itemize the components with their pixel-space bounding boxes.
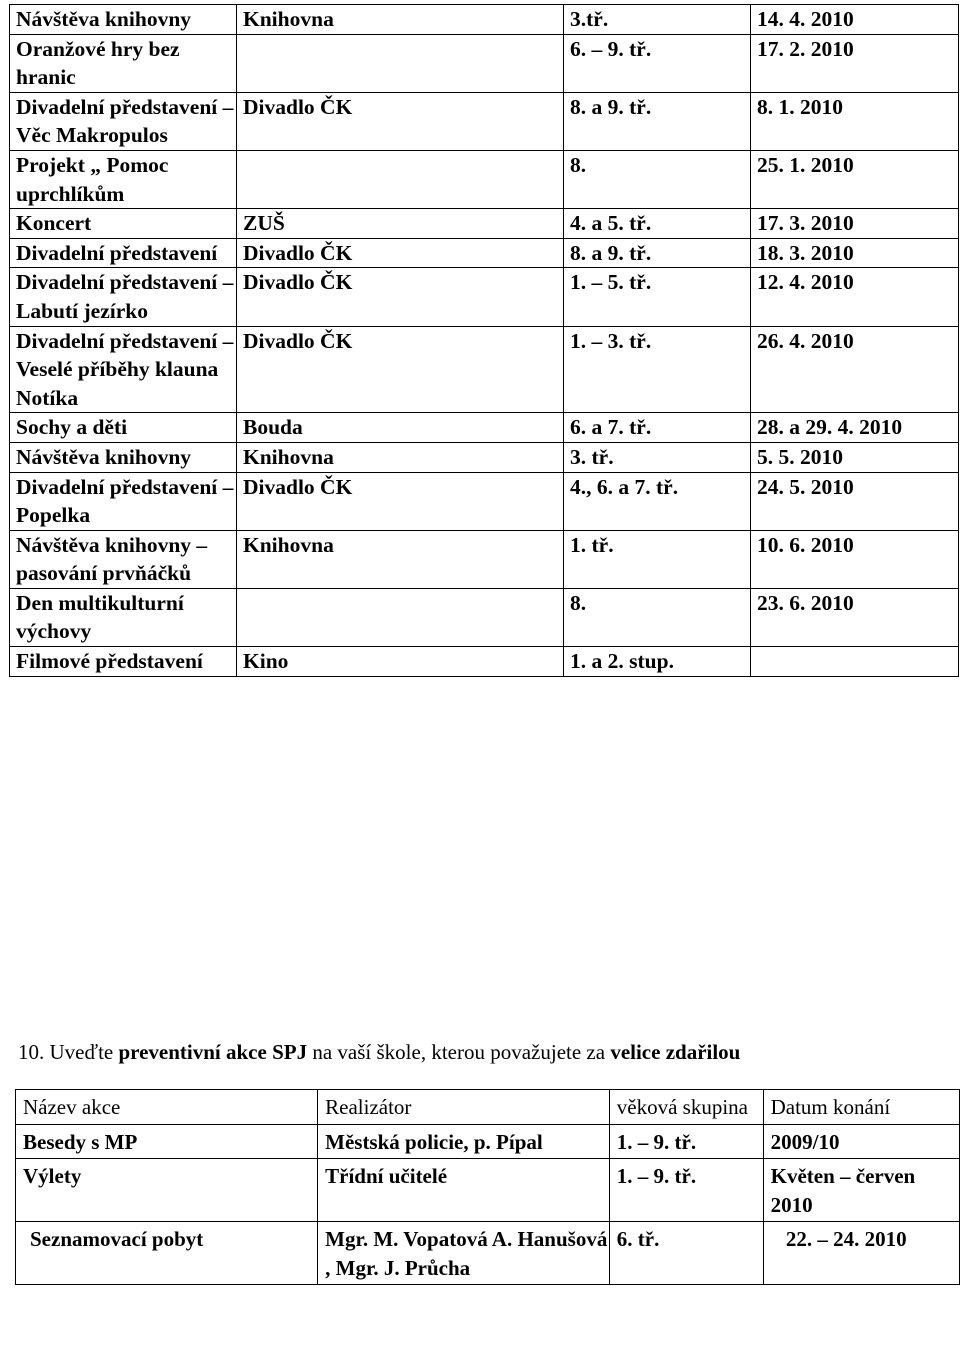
table-row [10, 238, 959, 268]
event-date: 14. 4. 2010 [751, 5, 959, 35]
event-place: Divadlo ČK [237, 268, 564, 326]
event-date: 17. 3. 2010 [751, 209, 959, 239]
event-name: Den multikulturní výchovy [10, 588, 237, 646]
heading-number: 10. [18, 1040, 45, 1064]
event-grade: 8. [564, 588, 751, 646]
table-row [10, 588, 959, 646]
event-date: 25. 1. 2010 [751, 150, 959, 208]
table-header-row [16, 1090, 960, 1125]
event-grade: 8. [564, 150, 751, 208]
event-date: 17. 2. 2010 [751, 34, 959, 92]
table-row [10, 209, 959, 239]
heading-text-1: Uveďte [49, 1040, 114, 1064]
event-place: Divadlo ČK [237, 238, 564, 268]
event-place: Knihovna [237, 530, 564, 588]
event-name: Divadelní představení – Popelka [10, 472, 237, 530]
event-name: Divadelní představení – Veselé příběhy klauna Notíka [10, 326, 237, 413]
action-age-group: 1. – 9. tř. [609, 1159, 763, 1222]
event-grade: 6. – 9. tř. [564, 34, 751, 92]
event-date: 18. 3. 2010 [751, 238, 959, 268]
event-date [751, 647, 959, 677]
table-row [16, 1124, 960, 1159]
event-date: 23. 6. 2010 [751, 588, 959, 646]
event-grade: 8. a 9. tř. [564, 238, 751, 268]
column-header: věková skupina [609, 1090, 763, 1125]
event-place: Knihovna [237, 442, 564, 472]
column-header: Název akce [16, 1090, 318, 1125]
event-grade: 1. a 2. stup. [564, 647, 751, 677]
event-place: Divadlo ČK [237, 472, 564, 530]
action-age-group: 1. – 9. tř. [609, 1124, 763, 1159]
event-grade: 4., 6. a 7. tř. [564, 472, 751, 530]
event-place [237, 34, 564, 92]
action-date: 2009/10 [763, 1124, 959, 1159]
events-table [9, 4, 959, 677]
event-grade: 1. tř. [564, 530, 751, 588]
action-realizer: Třídní učitelé [318, 1159, 610, 1222]
table-row [10, 326, 959, 413]
table-row [16, 1222, 960, 1285]
event-date: 26. 4. 2010 [751, 326, 959, 413]
action-date: 22. – 24. 2010 [763, 1222, 959, 1285]
event-place: Knihovna [237, 5, 564, 35]
table-row [10, 647, 959, 677]
column-header: Datum konání [763, 1090, 959, 1125]
table-row [10, 442, 959, 472]
event-name: Návštěva knihovny [10, 442, 237, 472]
event-name: Návštěva knihovny – pasování prvňáčků [10, 530, 237, 588]
table-row [10, 150, 959, 208]
event-name: Oranžové hry bez hranic [10, 34, 237, 92]
event-name: Projekt „ Pomoc uprchlíkům [10, 150, 237, 208]
table-row [10, 268, 959, 326]
event-date: 5. 5. 2010 [751, 442, 959, 472]
event-date: 12. 4. 2010 [751, 268, 959, 326]
event-place: Kino [237, 647, 564, 677]
table-row [10, 472, 959, 530]
section-heading [18, 1038, 740, 1066]
heading-text-4: velice zdařilou [610, 1040, 741, 1064]
action-name: Výlety [16, 1159, 318, 1222]
event-place [237, 588, 564, 646]
heading-text-2: preventivní akce SPJ [118, 1040, 308, 1064]
event-grade: 3. tř. [564, 442, 751, 472]
event-name: Koncert [10, 209, 237, 239]
event-date: 28. a 29. 4. 2010 [751, 413, 959, 443]
action-name: Besedy s MP [16, 1124, 318, 1159]
event-date: 8. 1. 2010 [751, 92, 959, 150]
event-name: Filmové představení [10, 647, 237, 677]
event-place: Divadlo ČK [237, 92, 564, 150]
event-grade: 1. – 5. tř. [564, 268, 751, 326]
prevention-table [15, 1089, 960, 1285]
event-name: Divadelní představení [10, 238, 237, 268]
event-place: ZUŠ [237, 209, 564, 239]
table-row [10, 530, 959, 588]
table-row [10, 413, 959, 443]
table-row [10, 92, 959, 150]
event-grade: 8. a 9. tř. [564, 92, 751, 150]
action-name: Seznamovací pobyt [16, 1222, 318, 1285]
event-place: Divadlo ČK [237, 326, 564, 413]
action-age-group: 6. tř. [609, 1222, 763, 1285]
event-grade: 3.tř. [564, 5, 751, 35]
event-name: Sochy a děti [10, 413, 237, 443]
event-grade: 6. a 7. tř. [564, 413, 751, 443]
event-place [237, 150, 564, 208]
event-name: Divadelní představení – Labutí jezírko [10, 268, 237, 326]
action-date: Květen – červen 2010 [763, 1159, 959, 1222]
heading-text-3: na vaší škole, kterou považujete za [312, 1040, 606, 1064]
event-grade: 1. – 3. tř. [564, 326, 751, 413]
table-row [10, 34, 959, 92]
action-realizer: Městská policie, p. Pípal [318, 1124, 610, 1159]
event-date: 24. 5. 2010 [751, 472, 959, 530]
event-date: 10. 6. 2010 [751, 530, 959, 588]
action-realizer: Mgr. M. Vopatová A. Hanušová , Mgr. J. Průcha [318, 1222, 610, 1285]
event-place: Bouda [237, 413, 564, 443]
event-name: Divadelní představení – Věc Makropulos [10, 92, 237, 150]
event-name: Návštěva knihovny [10, 5, 237, 35]
event-grade: 4. a 5. tř. [564, 209, 751, 239]
column-header: Realizátor [318, 1090, 610, 1125]
table-row [10, 5, 959, 35]
table-row [16, 1159, 960, 1222]
